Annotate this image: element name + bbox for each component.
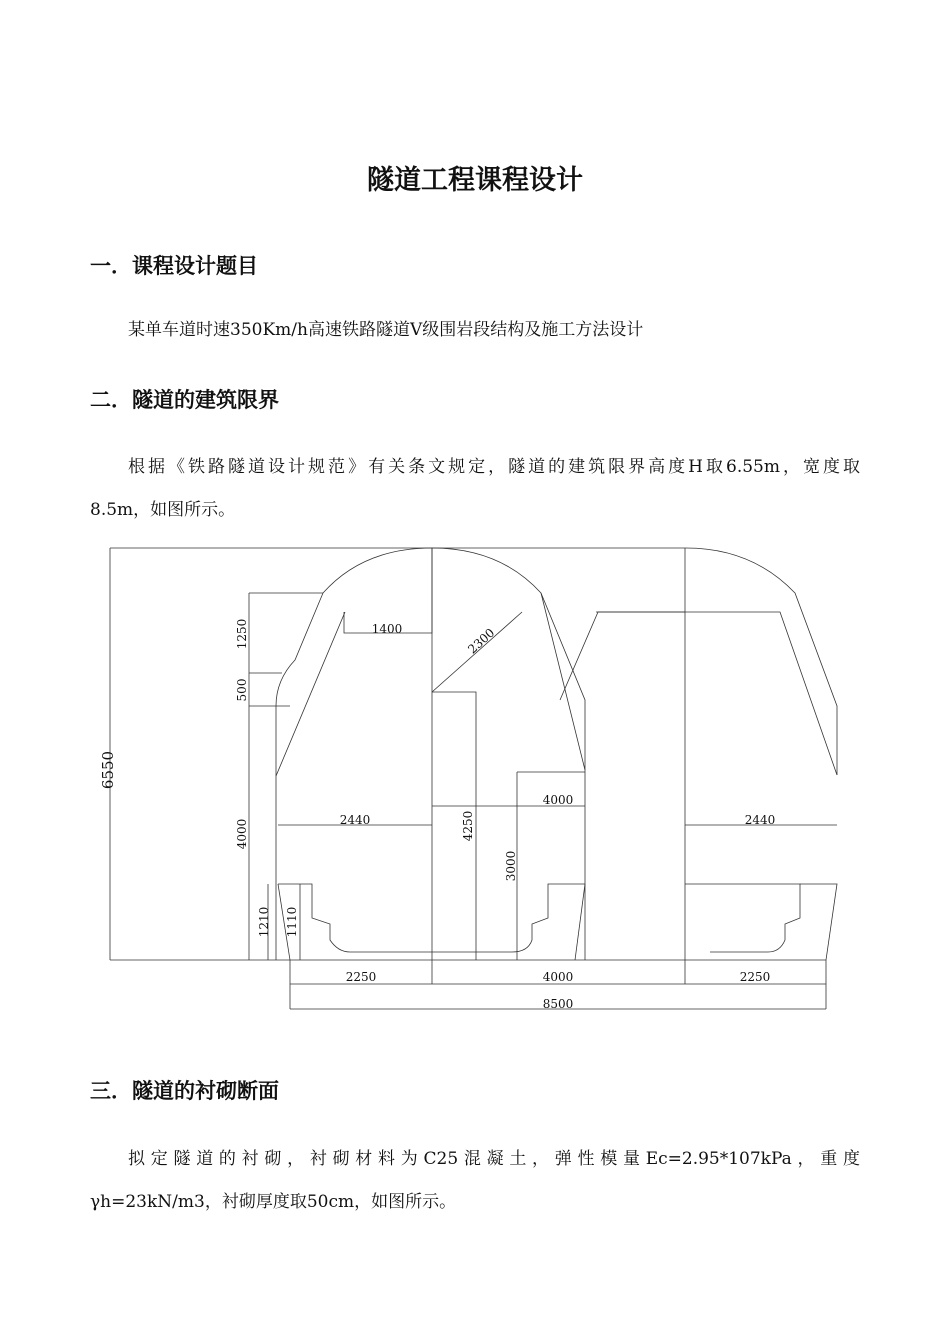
dim-1110: 1110 [285, 906, 299, 938]
dim-1400: 1400 [371, 622, 403, 636]
dim-4000-bottom: 4000 [542, 970, 574, 984]
dim-2250-left: 2250 [345, 970, 377, 984]
section-heading-1: 一．课程设计题目 [90, 254, 258, 278]
dim-height-total: 6550 [99, 750, 117, 790]
dim-4250: 4250 [461, 810, 475, 842]
lining-text-line-1: 拟定隧道的衬砌，衬砌材料为C25混凝土，弹性模量Ec=2.95*107kPa，重度 [128, 1149, 860, 1169]
dim-2440-right: 2440 [744, 813, 776, 827]
dim-2300: 2300 [465, 625, 498, 657]
section-heading-3: 三．隧道的衬砌断面 [90, 1079, 279, 1103]
clearance-text-line-2: 8.5m，如图所示。 [90, 500, 236, 520]
dim-1210: 1210 [257, 906, 271, 938]
dim-1250: 1250 [235, 618, 249, 650]
dim-3000: 3000 [504, 850, 518, 882]
dim-4000-left: 4000 [235, 818, 249, 850]
lining-text-line-2: γh=23kN/m3，衬砌厚度取50cm，如图所示。 [90, 1192, 457, 1212]
section-heading-2: 二．隧道的建筑限界 [90, 388, 279, 412]
dim-2250-right: 2250 [739, 970, 771, 984]
section-3-paragraph [90, 1138, 860, 1224]
dim-4000-inner: 4000 [542, 793, 574, 807]
document-title: 隧道工程课程设计 [367, 165, 583, 196]
topic-text: 某单车道时速350Km/h高速铁路隧道Ⅴ级围岩段结构及施工方法设计 [128, 320, 644, 340]
drawing-lines [110, 548, 837, 1009]
dim-500: 500 [235, 678, 249, 702]
dim-8500: 8500 [542, 997, 574, 1011]
dim-2440-left: 2440 [339, 813, 371, 827]
clearance-text-line-1: 根据《铁路隧道设计规范》有关条文规定，隧道的建筑限界高度H取6.55m，宽度取 [128, 457, 860, 477]
